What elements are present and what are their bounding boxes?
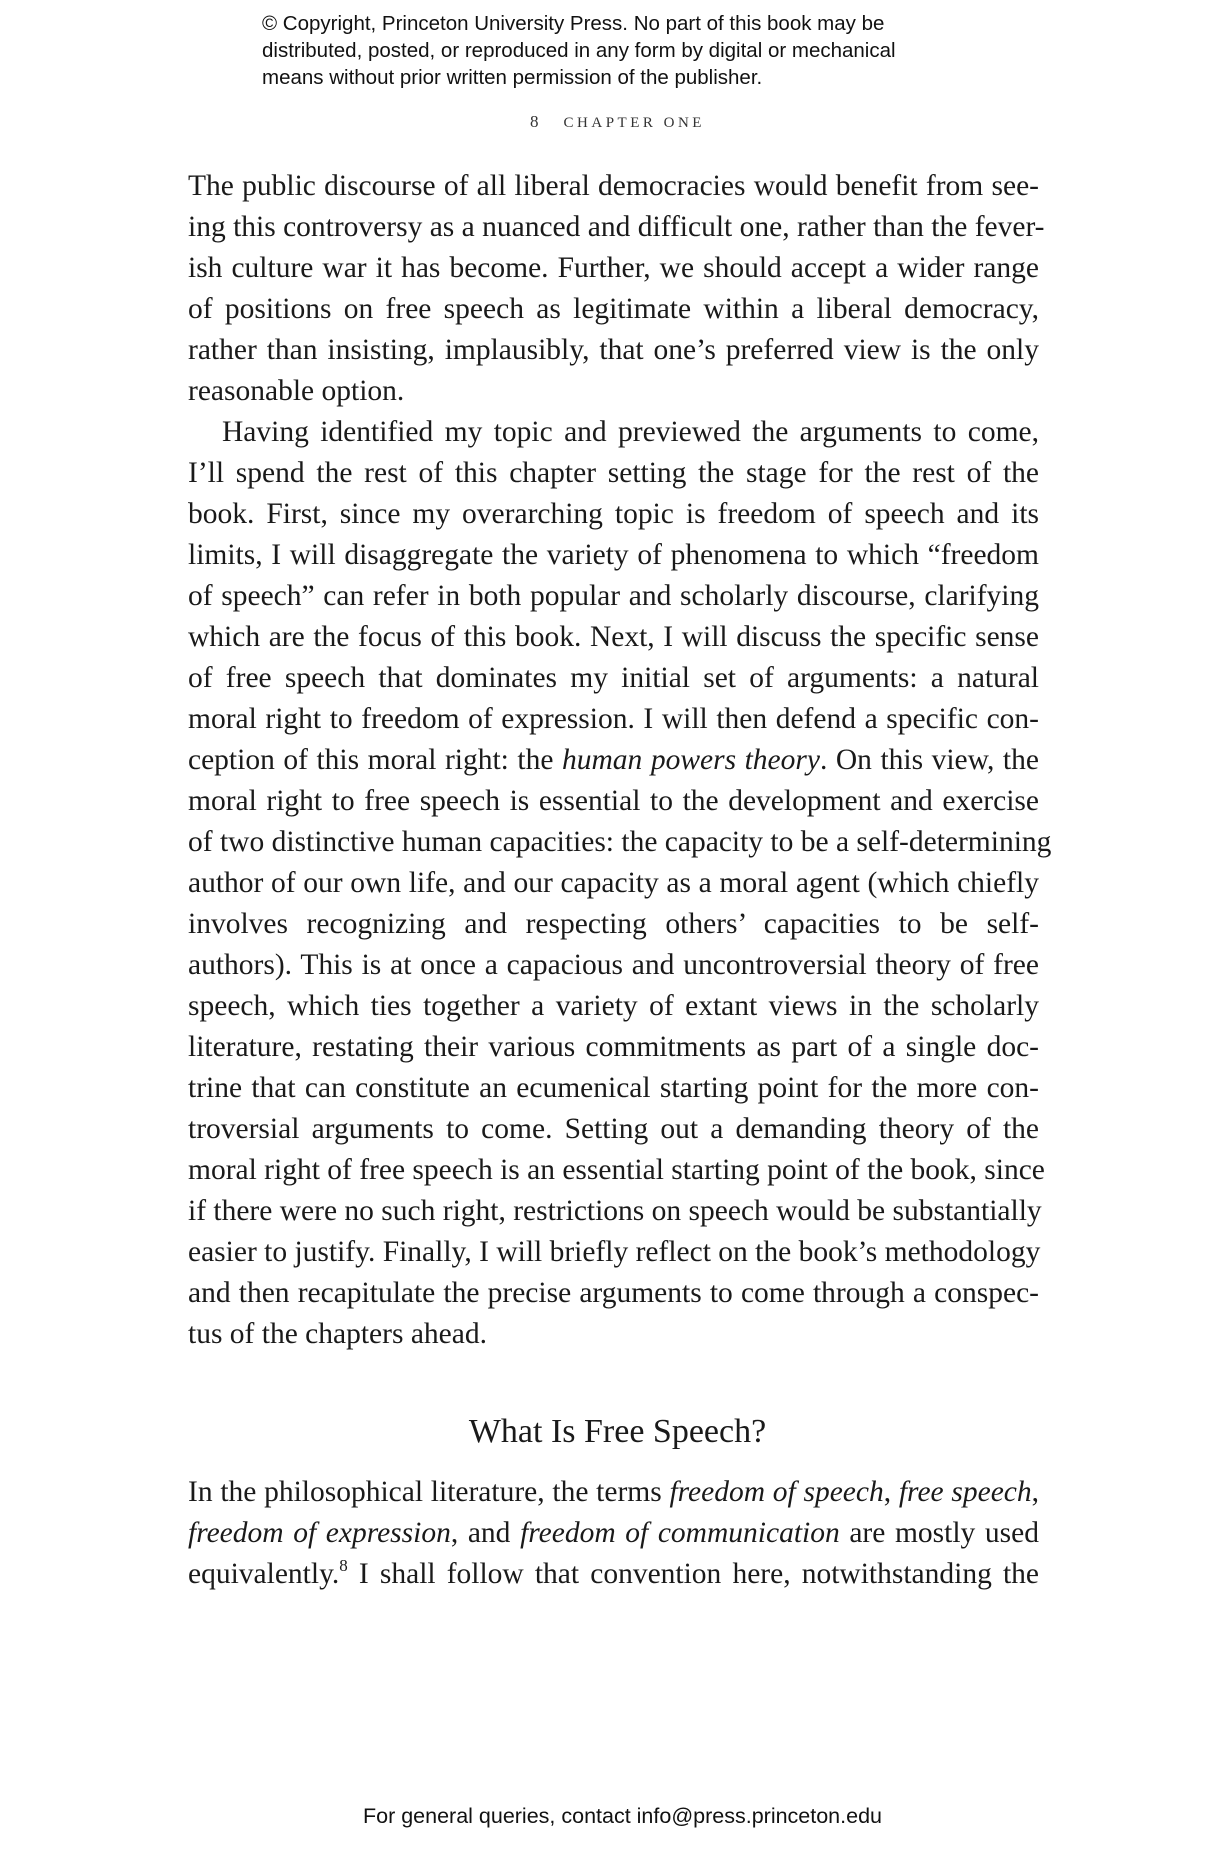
text-line: easier to justify. Finally, I will briefly reflect on the book’s methodology — [188, 1236, 1041, 1268]
text-line: troversial arguments to come. Setting out a demanding theory of the — [188, 1113, 1039, 1145]
text-line: limits, I will disaggregate the variety of phenomena to which “freedom — [188, 539, 1039, 571]
text-line — [188, 1472, 1039, 1513]
text-line — [188, 740, 1039, 781]
emphasis-term: freedom of expression — [188, 1517, 451, 1549]
text-line: of positions on free speech as legitimate within a liberal democracy, — [188, 293, 1039, 325]
copyright-line: © Copyright, Princeton University Press. No part of this book may be — [262, 12, 885, 35]
text-line: ing this controversy as a nuanced and difficult one, rather than the fever- — [188, 211, 1045, 243]
text-line — [188, 1513, 1039, 1554]
text-line: of speech” can refer in both popular and scholarly discourse, clarifying — [188, 580, 1039, 612]
text-line: ish culture war it has become. Further, we should accept a wider range — [188, 252, 1039, 284]
copyright-line: means without prior written permission of the publisher. — [262, 66, 763, 89]
text-line: The public discourse of all liberal democracies would benefit from see- — [188, 170, 1039, 202]
emphasis-term: human powers theory — [561, 744, 820, 776]
copyright-line: distributed, posted, or reproduced in any form by digital or mechanical — [262, 39, 896, 62]
text-line — [188, 1554, 1039, 1595]
text-run: , — [883, 1476, 899, 1508]
text-run: In the philosophical literature, the terms — [188, 1476, 670, 1508]
text-run: I shall follow that convention here, notwithstanding the — [347, 1558, 1039, 1590]
text-line: if there were no such right, restrictions on speech would be substantially — [188, 1195, 1042, 1227]
text-run: , — [1031, 1476, 1040, 1508]
text-line: speech, which ties together a variety of extant views in the scholarly — [188, 990, 1039, 1022]
text-line: authors). This is at once a capacious and uncontroversial theory of free — [188, 949, 1039, 981]
body-text-section — [188, 1472, 1039, 1595]
text-run: . On this view, the — [819, 744, 1039, 776]
text-line: of two distinctive human capacities: the capacity to be a self-determining — [188, 826, 1052, 858]
page-number: 8 — [530, 112, 539, 131]
emphasis-term: free speech — [898, 1476, 1032, 1508]
copyright-notice — [262, 10, 962, 91]
text-line: moral right to free speech is essential to the development and exercise — [188, 785, 1039, 817]
text-line: book. First, since my overarching topic is freedom of speech and its — [188, 498, 1039, 530]
text-line: trine that can constitute an ecumenical starting point for the more con- — [188, 1072, 1039, 1104]
footnote-marker[interactable]: 8 — [339, 1556, 348, 1575]
text-line: involves recognizing and respecting others’ capacities to be self- — [188, 908, 1039, 940]
text-line: author of our own life, and our capacity as a moral agent (which chiefly — [188, 867, 1039, 899]
emphasis-term: freedom of speech — [669, 1476, 884, 1508]
text-line: of free speech that dominates my initial set of arguments: a natural — [188, 662, 1039, 694]
text-run: ception of this moral right: the — [188, 744, 562, 776]
running-head — [0, 112, 1225, 132]
text-line: I’ll spend the rest of this chapter setting the stage for the rest of the — [188, 457, 1039, 489]
section-heading: What Is Free Speech? — [468, 1413, 767, 1450]
body-text — [188, 166, 1052, 1355]
text-line: reasonable option. — [188, 375, 405, 407]
text-line: moral right to freedom of expression. I will then defend a specific con- — [188, 703, 1039, 735]
text-line: tus of the chapters ahead. — [188, 1318, 487, 1350]
text-line: moral right of free speech is an essential starting point of the book, since — [188, 1154, 1045, 1186]
text-line: literature, restating their various commitments as part of a single doc- — [188, 1031, 1039, 1063]
emphasis-term: freedom of communication — [520, 1517, 840, 1549]
text-line: and then recapitulate the precise arguments to come through a conspec- — [188, 1277, 1039, 1309]
text-run: , and — [450, 1517, 521, 1549]
text-line: rather than insisting, implausibly, that one’s preferred view is the only — [188, 334, 1039, 366]
text-run: are mostly used — [839, 1517, 1039, 1549]
text-line: Having identified my topic and previewed the arguments to come, — [222, 416, 1039, 448]
text-line: which are the focus of this book. Next, I will discuss the specific sense — [188, 621, 1039, 653]
text-run: equivalently. — [188, 1558, 340, 1590]
chapter-label: CHAPTER ONE — [563, 115, 705, 131]
footer-contact: For general queries, contact info@press.princeton.edu — [362, 1804, 882, 1828]
